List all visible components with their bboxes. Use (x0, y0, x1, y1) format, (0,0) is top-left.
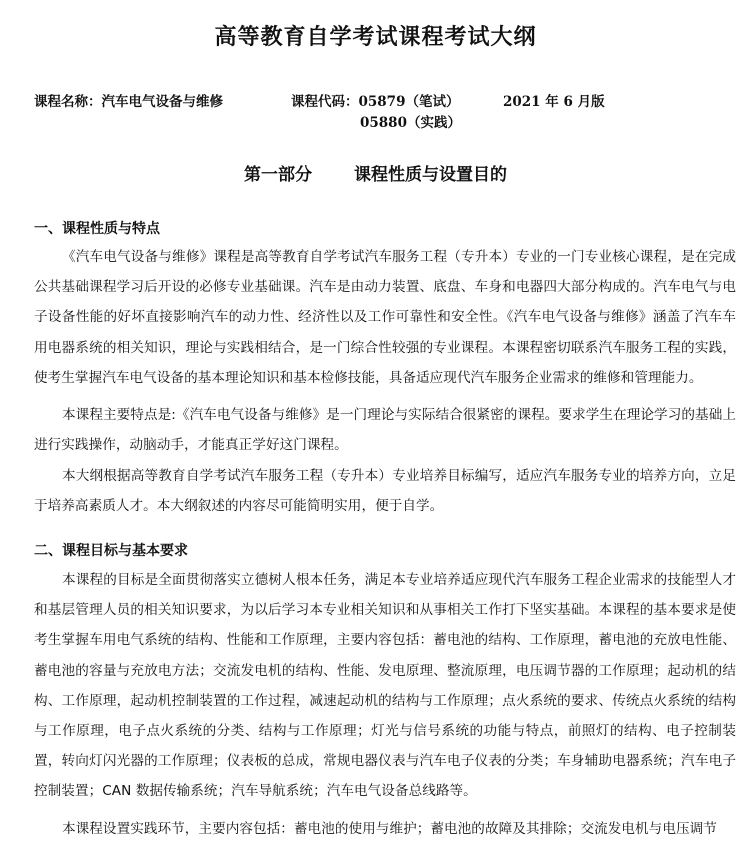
document-title: 高等教育自学考试课程考试大纲 (214, 24, 537, 50)
course-code-practice: 05880（实践） (360, 115, 461, 131)
paragraph: 本课程主要特点是:《汽车电气设备与维修》是一门理论与实际结合很紧密的课程。要求学生在理论学习的基础上进行实践操作，动脑动手，才能真正学好这门课程。 (34, 407, 736, 454)
part-heading: 课程性质与设置目的 (354, 165, 507, 185)
paragraph: 《汽车电气设备与维修》课程是高等教育自学考试汽车服务工程（专升本）专业的一门专业核心课程，是在完成公共基础课程学习后开设的必修专业基础课。汽车是由动力装置、底盘、车身和电器四大部分构成的。汽车电气与电子设备性能的好坏直接影响汽车的动力性、经济性以及工作可靠性和安全性。《汽车电气设备与维修》涵盖了汽车车用电器系统的相关知识，理论与实践相结合，是一门综合性较强的专业课程。本课程密切联系汽车服务工程的实践，使考生掌握汽车电气设备的基本理论知识和基本检修技能，具备适应现代汽车服务企业需求的维修和管理能力。 (34, 249, 736, 386)
part-title (0, 160, 751, 185)
section-heading-goals: 二、课程目标与基本要求 (34, 543, 188, 559)
paragraph: 本大纲根据高等教育自学考试汽车服务工程（专升本）专业培养目标编写，适应汽车服务专业的培养方向，立足于培养高素质人才。本大纲叙述的内容尽可能简明实用，便于自学。 (34, 468, 736, 515)
course-name: 课程名称：汽车电气设备与维修 (34, 94, 223, 110)
paragraph: 本课程的目标是全面贯彻落实立德树人根本任务，满足本专业培养适应现代汽车服务工程企业需求的技能型人才和基层管理人员的相关知识要求，为以后学习本专业相关知识和从事相关工作打下坚实基础。本课程的基本要求是使考生掌握车用电气系统的结构、性能和工作原理，主要内容包括：蓄电池的结构、工作原理，蓄电池的充放电性能、蓄电池的容量与充放电方法；交流发电机的结构、性能、发电原理、整流原理，电压调节器的工作原理；起动机的结构、工作原理，起动机控制装置的工作过程，减速起动机的结构与工作原理；点火系统的要求、传统点火系统的结构与工作原理，电子点火系统的分类、结构与工作原理；灯光与信号系统的功能与特点，前照灯的结构、电子控制装置，转向灯闪光器的工作原理；仪表板的总成，常规电器仪表与汽车电子仪表的分类；车身辅助电器系统；汽车电子控制装置；CAN 数据传输系统；汽车导航系统；汽车电气设备总线路等。 (34, 572, 736, 800)
part-label: 第一部分 (244, 165, 312, 185)
section-heading-nature: 一、课程性质与特点 (34, 221, 160, 237)
paragraph: 本课程设置实践环节，主要内容包括：蓄电池的使用与维护；蓄电池的故障及其排除；交流发电机与电压调节 (62, 821, 717, 837)
edition-date: 2021 年 6 月版 (503, 94, 605, 110)
course-code-written: 课程代码：05879（笔试） (291, 94, 460, 110)
